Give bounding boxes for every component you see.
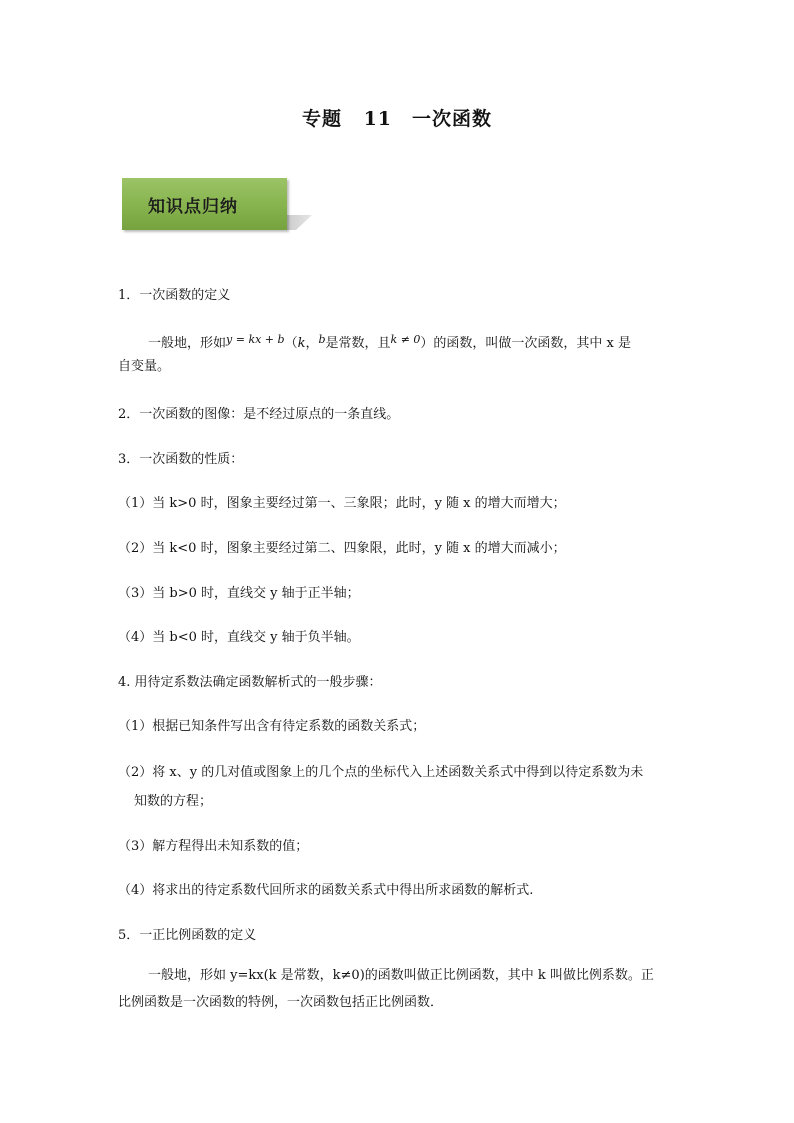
proportional-definition-heading: 5．一正比例函数的定义	[118, 928, 257, 943]
definition-text-a: 一般地，形如	[148, 336, 227, 351]
page-title: 专题 11 一次函数	[301, 108, 493, 130]
properties-heading: 3．一次函数的性质：	[118, 452, 244, 467]
step-4: （4）将求出的待定系数代回所求的函数关系式中得出所求函数的解析式.	[118, 883, 534, 898]
property-2: （2）当 k<0 时，图象主要经过第二、四象限，此时，y 随 x 的增大而减小；	[118, 541, 566, 556]
step-1: （1）根据已知条件写出含有待定系数的函数关系式；	[118, 719, 426, 734]
steps-heading: 4. 用待定系数法确定函数解析式的一般步骤：	[118, 675, 382, 690]
definition-text-b: （	[284, 336, 298, 351]
definition-heading: 1．一次函数的定义	[118, 288, 231, 303]
definition-line-1	[148, 331, 631, 353]
condition-k-ne-0: k ≠ 0	[390, 333, 421, 346]
proportional-definition-line-2: 比例函数是一次函数的特例，一次函数包括正比例函数．	[118, 995, 444, 1010]
step-3: （3）解方程得出未知系数的值；	[118, 839, 309, 854]
definition-line-2: 自变量。	[118, 359, 171, 374]
banner-label: 知识点归纳	[148, 197, 238, 217]
section-banner	[122, 178, 312, 233]
property-4: （4）当 b<0 时，直线交 y 轴于负半轴。	[118, 630, 360, 645]
step-2-line-2: 知数的方程；	[134, 794, 213, 809]
proportional-definition-line-1: 一般地，形如 y=kx(k 是常数，k≠0)的函数叫做正比例函数，其中 k 叫做比例系数。正	[148, 968, 654, 983]
graph-statement: 2．一次函数的图像：是不经过原点的一条直线。	[118, 407, 400, 422]
property-3: （3）当 b>0 时，直线交 y 轴于正半轴；	[118, 586, 360, 601]
definition-comma: ，	[305, 336, 319, 351]
property-1: （1）当 k>0 时，图象主要经过第一、三象限；此时，y 随 x 的增大而增大；	[118, 496, 566, 511]
variable-k: k	[297, 336, 306, 351]
step-2-line-1: （2）将 x、y 的几对值或图象上的几个点的坐标代入上述函数关系式中得到以待定系数为未	[118, 765, 644, 780]
definition-text-d: ）的函数，叫做一次函数，其中 x 是	[420, 336, 632, 351]
formula-ykxb: y = kx + b	[226, 333, 285, 346]
definition-text-c: 是常数，且	[325, 336, 391, 351]
variable-b: b	[318, 333, 326, 346]
